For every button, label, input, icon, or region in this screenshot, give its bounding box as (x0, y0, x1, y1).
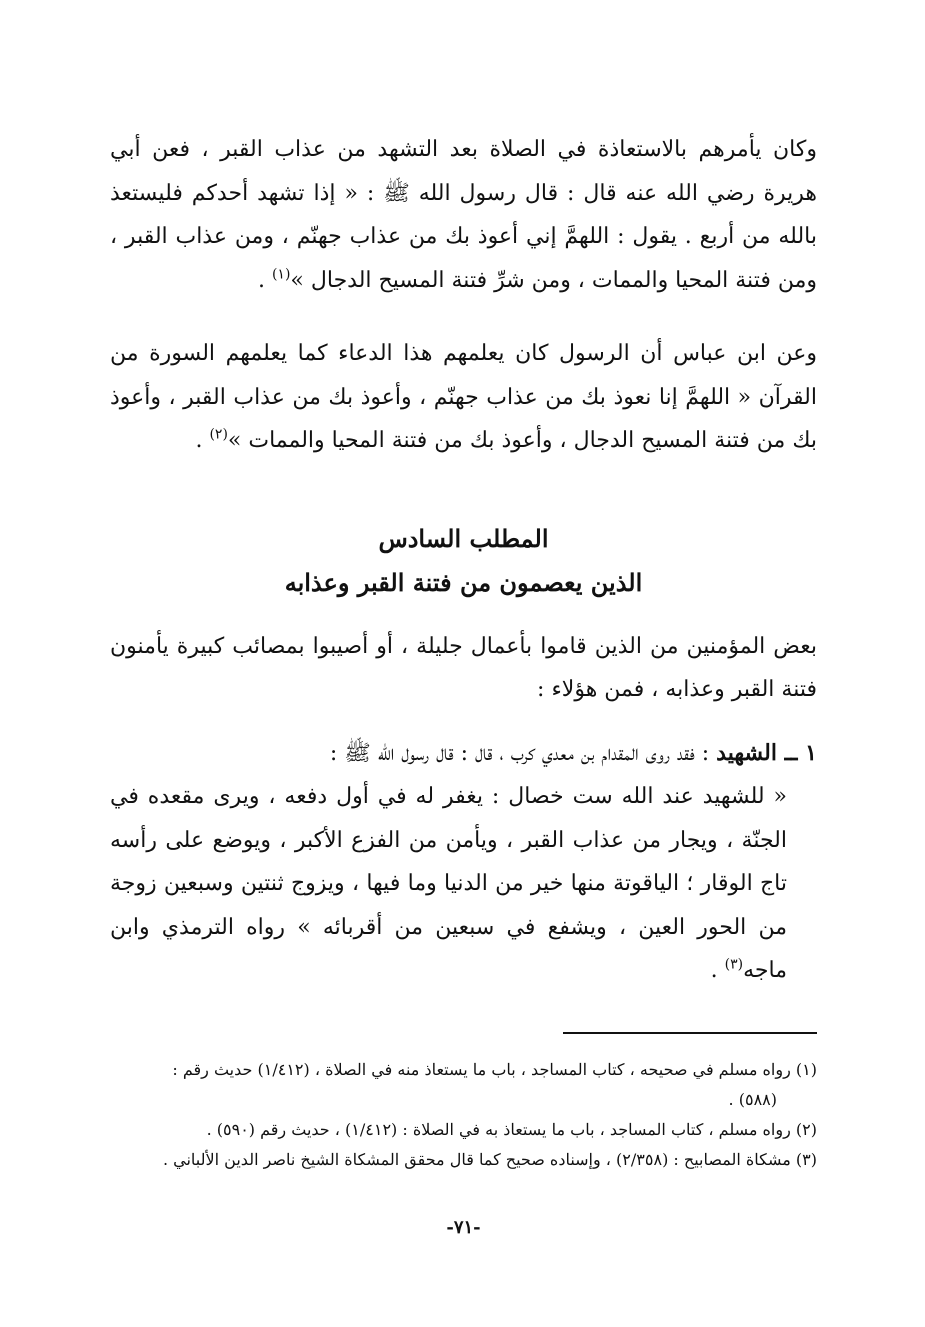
footnote-ref-3: (٣) (724, 956, 744, 973)
paragraph-text: وعن ابن عباس أن الرسول كان يعلمهم هذا الدعاء كما يعلمهم السورة من القرآن « اللهمَّ إنا نعوذ بك من عذاب جهنّم ، وأعوذ بك من عذاب القبر ، وأعوذ بك من فتنة المسيح الدجال ، وأعوذ بك من فتنة المحيا والممات » (110, 341, 817, 453)
book-page (110, 120, 817, 1327)
footnote-1-continued: (٥٨٨) . (728, 1090, 777, 1109)
section-heading: المطلب السادس (378, 523, 549, 553)
footnote-divider (563, 1032, 817, 1034)
footnote-2: (٢) رواه مسلم ، كتاب المساجد ، باب ما يستعاذ به في الصلاة : (١/٤١٢) ، حديث رقم (٥٩٠) . (206, 1120, 817, 1139)
footnote-ref-1: (١) (271, 266, 291, 283)
paragraph-istiadha (110, 128, 817, 302)
section-subheading: الذين يعصمون من فتنة القبر وعذابه (284, 567, 643, 597)
list-item-intro: : فقد روى المقدام بن معدي كرب ، قال : قال رسول الله ﷺ : (329, 740, 717, 766)
paragraph-text: وكان يأمرهم بالاستعاذة في الصلاة بعد التشهد من عذاب القبر ، فعن أبي هريرة رضي الله عنه قال : قال رسول الله ﷺ : « إذا تشهد أحدكم فليستعذ بالله من أربع . يقول : اللهمَّ إني أعوذ بك من عذاب جهنّم ، ومن عذاب القبر ، ومن فتنة المحيا والممات ، ومن شرِّ فتنة المسيح الدجال » (110, 137, 817, 293)
paragraph-end: . (195, 428, 210, 453)
footnote-ref-2: (٢) (209, 426, 228, 443)
footnotes (106, 1055, 817, 1175)
paragraph-end: . (710, 958, 725, 983)
list-item-title: الشهيد (716, 739, 777, 766)
paragraph-hadith (110, 775, 817, 993)
footnote-1: (١) رواه مسلم في صحيحه ، كتاب المساجد ، باب ما يستعاذ منه في الصلاة ، (١/٤١٢) حديث رقم : (172, 1060, 817, 1079)
paragraph-end: . (257, 267, 272, 293)
footnote-3: (٣) مشكاة المصابيح : (٢/٣٥٨) ، وإسناده صحيح كما قال محقق المشكاة الشيخ ناصر الدين الألباني . (162, 1150, 817, 1169)
paragraph-shahid (110, 732, 817, 776)
paragraph-ibn-abbas (110, 332, 817, 463)
paragraph-intro: بعض المؤمنين من الذين قاموا بأعمال جليلة ، أو أصيبوا بمصائب كبيرة يأمنون فتنة القبر وعذابه ، فمن هؤلاء : (110, 633, 817, 702)
page-number: -٧١- (446, 1217, 481, 1238)
list-number: ١ ــ (776, 739, 817, 766)
hadith-text: « للشهيد عند الله ست خصال : يغفر له في أول دفعه ، ويرى مقعده في الجنّة ، ويجار من عذاب القبر ، ويأمن من الفزع الأكبر ، ويوضع على رأسه تاج الوقار ؛ الياقوتة منها خير من الدنيا وما فيها ، ويزوج ثنتين وسبعين زوجة من الحور العين ، ويشفع في سبعين من أقربائه » رواه الترمذي وابن ماجه (110, 784, 787, 983)
